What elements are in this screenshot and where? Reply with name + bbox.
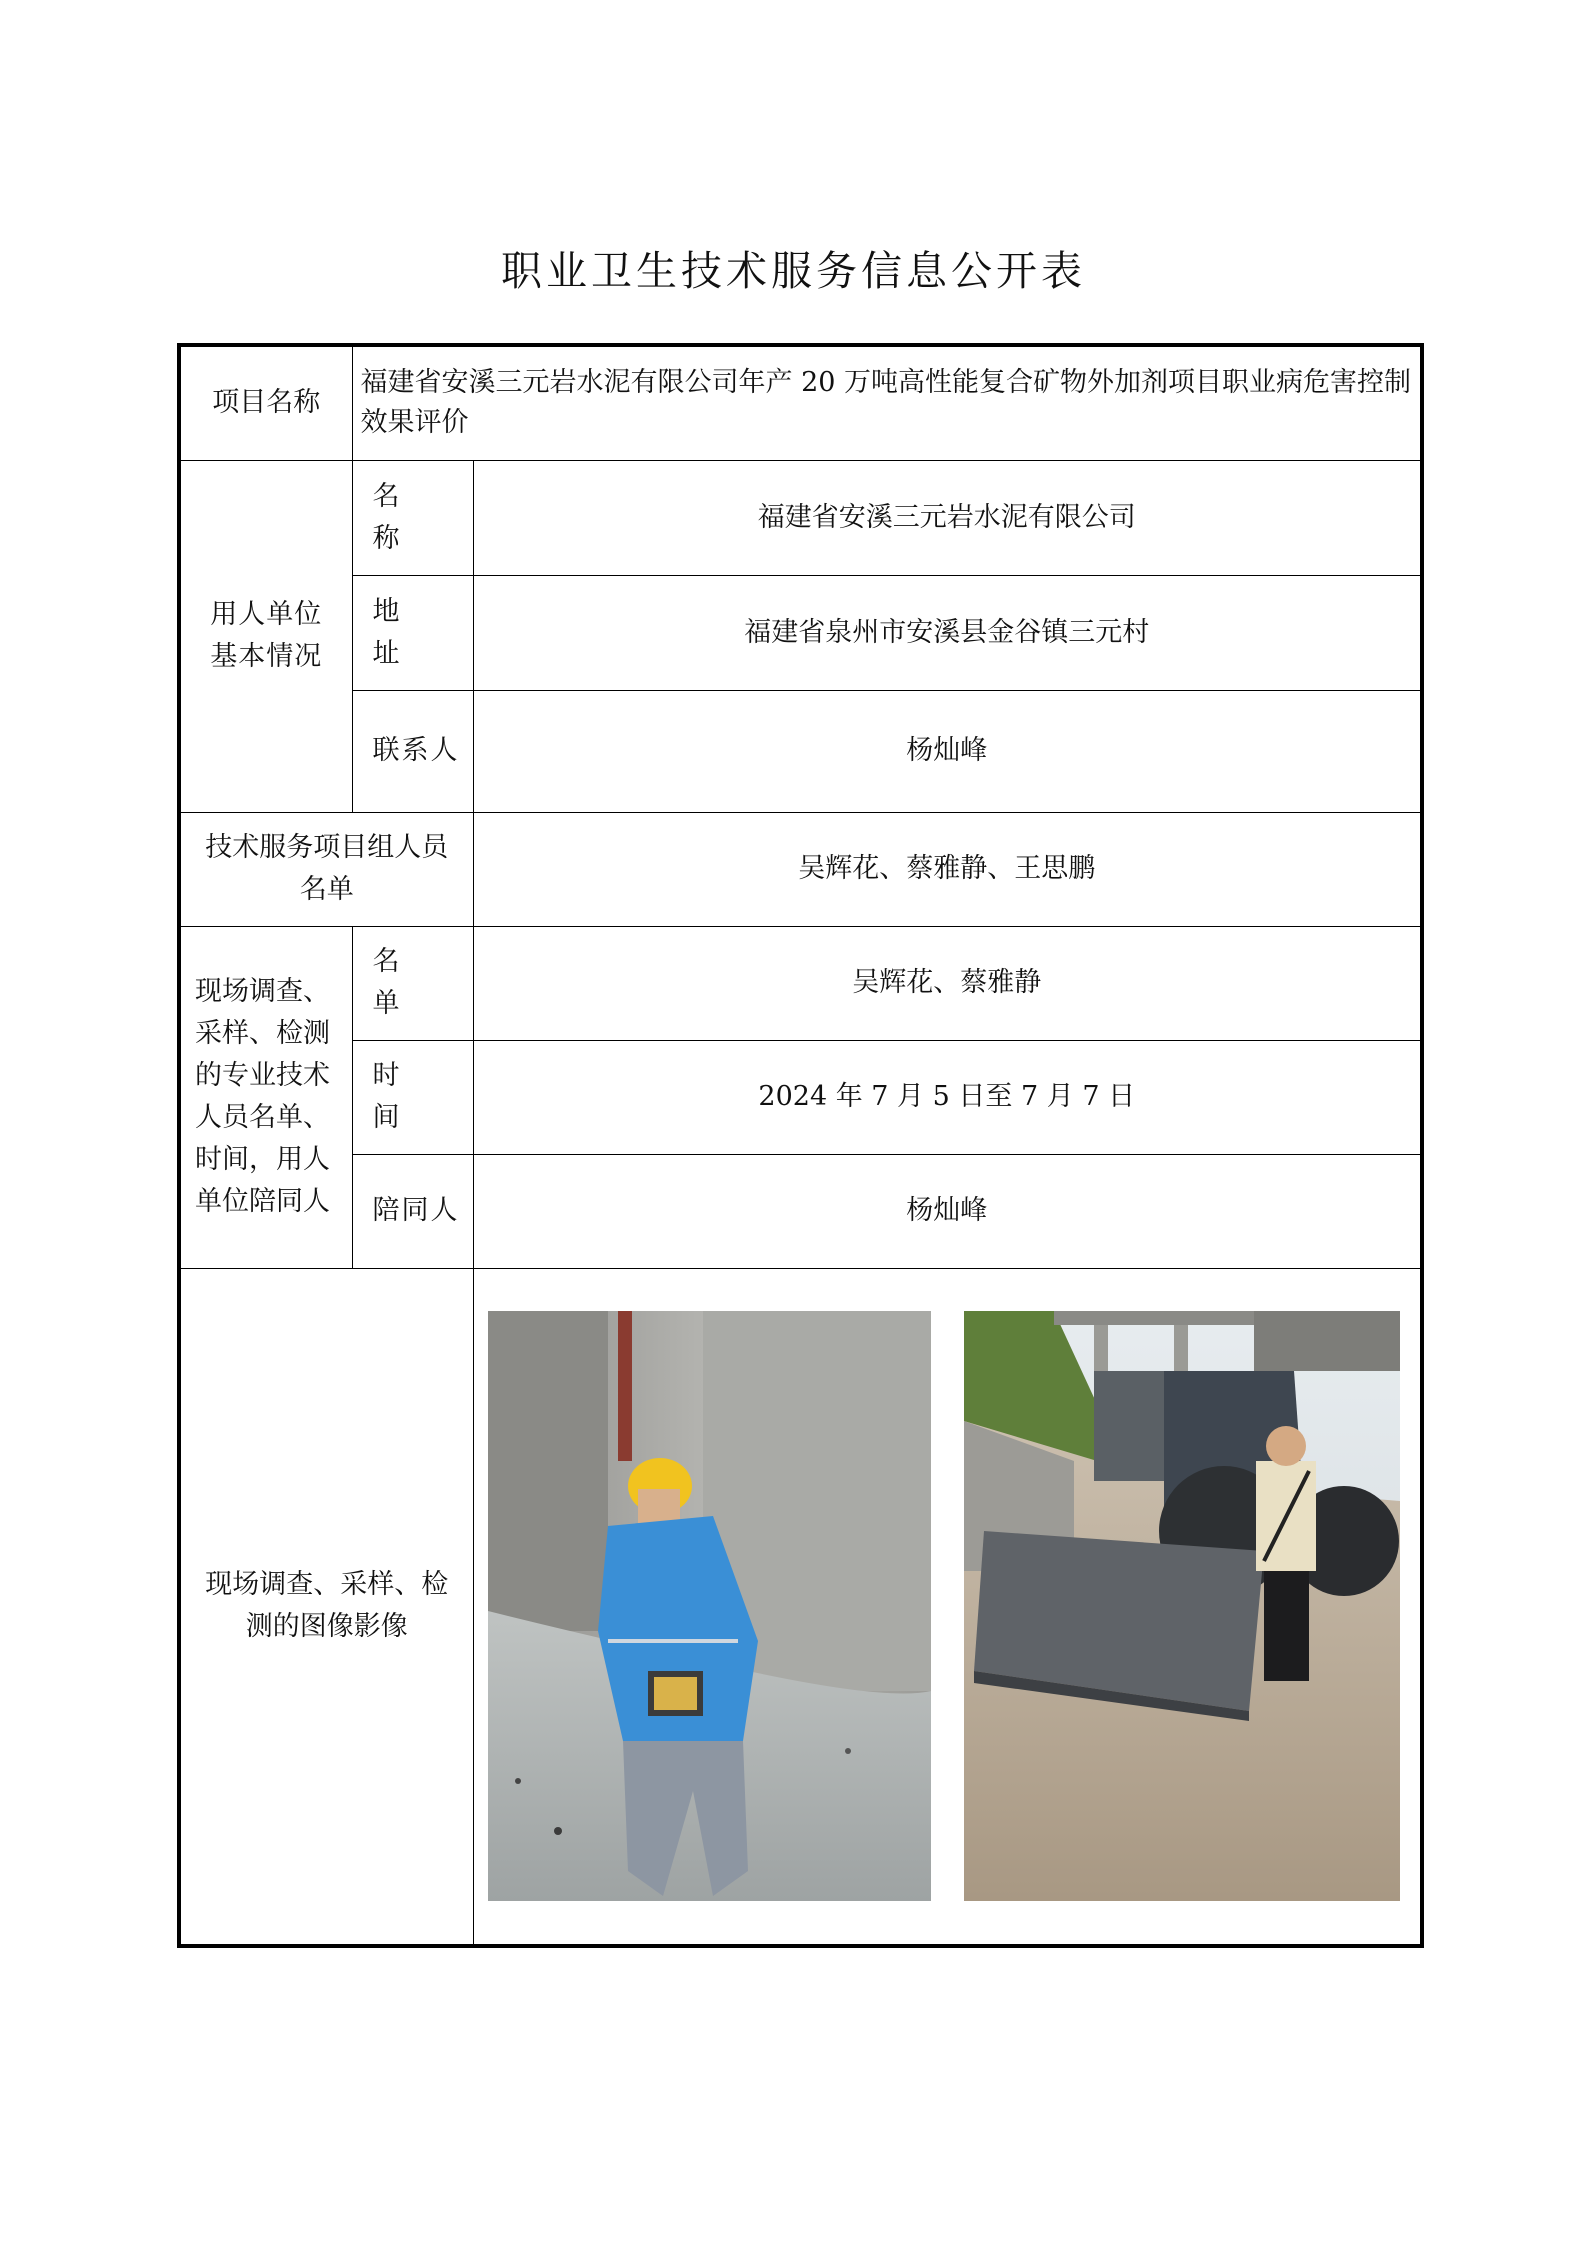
site-photo-loader bbox=[964, 1311, 1400, 1901]
row-survey-time bbox=[179, 1040, 1422, 1154]
row-survey-escort bbox=[179, 1154, 1422, 1268]
site-photo-inspector bbox=[488, 1311, 931, 1901]
loader-photo-image bbox=[964, 1311, 1400, 1901]
employer-label-text: 用人单位基本情况 bbox=[210, 599, 323, 672]
survey-escort-value: 杨灿峰 bbox=[473, 1154, 1422, 1268]
project-name-value: 福建省安溪三元岩水泥有限公司年产 20 万吨高性能复合矿物外加剂项目职业病危害控制效果评价 bbox=[352, 345, 1422, 460]
employer-section-label bbox=[179, 460, 352, 812]
inspector-photo-image bbox=[488, 1311, 931, 1901]
row-project-name bbox=[179, 345, 1422, 460]
survey-list-label: 名单 bbox=[352, 926, 473, 1040]
survey-label-text: 现场调查、采样、检测的专业技术人员名单、时间，用人单位陪同人 bbox=[195, 976, 330, 1217]
team-value: 吴辉花、蔡雅静、王思鹏 bbox=[473, 812, 1422, 926]
survey-list-value: 吴辉花、蔡雅静 bbox=[473, 926, 1422, 1040]
project-name-label: 项目名称 bbox=[179, 345, 352, 460]
row-survey-list bbox=[179, 926, 1422, 1040]
survey-escort-label: 陪同人 bbox=[352, 1154, 473, 1268]
page-title: 职业卫生技术服务信息公开表 bbox=[501, 247, 1086, 295]
team-label: 技术服务项目组人员名单 bbox=[179, 812, 473, 926]
images-label: 现场调查、采样、检测的图像影像 bbox=[179, 1268, 473, 1946]
employer-address-value: 福建省泉州市安溪县金谷镇三元村 bbox=[473, 575, 1422, 690]
row-employer-contact bbox=[179, 690, 1422, 812]
info-table bbox=[177, 343, 1424, 1948]
employer-contact-label: 联系人 bbox=[352, 690, 473, 812]
images-cell bbox=[473, 1268, 1422, 1946]
row-employer-address bbox=[179, 575, 1422, 690]
employer-contact-value: 杨灿峰 bbox=[473, 690, 1422, 812]
row-team bbox=[179, 812, 1422, 926]
survey-section-label bbox=[179, 926, 352, 1268]
survey-time-label: 时间 bbox=[352, 1040, 473, 1154]
survey-time-value: 2024 年 7 月 5 日至 7 月 7 日 bbox=[473, 1040, 1422, 1154]
row-employer-name bbox=[179, 460, 1422, 575]
employer-name-label: 名称 bbox=[352, 460, 473, 575]
row-images bbox=[179, 1268, 1422, 1946]
employer-address-label: 地址 bbox=[352, 575, 473, 690]
employer-name-value: 福建省安溪三元岩水泥有限公司 bbox=[473, 460, 1422, 575]
